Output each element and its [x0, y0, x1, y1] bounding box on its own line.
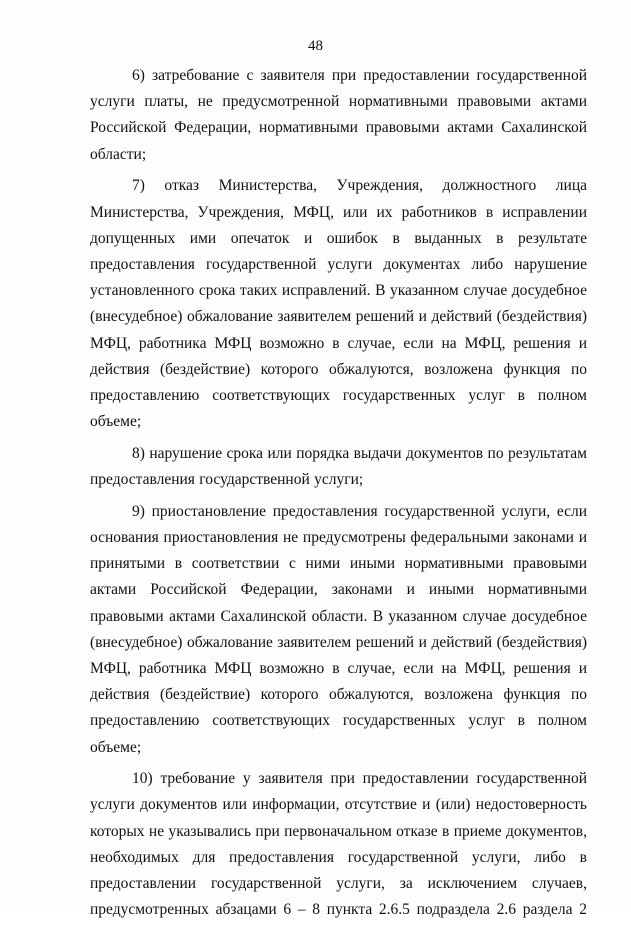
paragraph-item-6: 6) затребование с заявителя при предоставлении государственной услуги платы, не предусмотренной нормативными правовыми актами Российской Федерации, нормативными правовыми актами Сахалинской области; [90, 67, 587, 163]
paragraph-item-7: 7) отказ Министерства, Учреждения, должностного лица Министерства, Учреждения, МФЦ, или их работников в исправлении допущенных ими опечаток и ошибок в выданных в результате предоставления государственной услуги документах либо нарушение установленного срока таких исправлений. В указанном случае досудебное (внесудебное) обжалование заявителем решений и действий (бездействия) МФЦ, работника МФЦ возможно в случае, если на МФЦ, решения и действия (бездействие) которого обжалуются, возложена функция по предоставлению соответствующих государственных услуг в полном объеме; [90, 177, 587, 431]
page-number: 48 [308, 38, 323, 54]
document-body [90, 63, 587, 929]
paragraph-item-9: 9) приостановление предоставления государственной услуги, если основания приостановления не предусмотрены федеральными законами и принятыми в соответствии с ними иными нормативными правовыми актами Российской Федерации, законами и иными нормативными правовыми актами Сахалинской области. В указанном случае досудебное (внесудебное) обжалование заявителем решений и действий (бездействия) МФЦ, работника МФЦ возможно в случае, если на МФЦ, решения и действия (бездействие) которого обжалуются, возложена функция по предоставлению соответствующих государственных услуг в полном объеме; [90, 502, 587, 756]
paragraph-item-8: 8) нарушение срока или порядка выдачи документов по результатам предоставления государственной услуги; [90, 444, 587, 489]
paragraph-item-10: 10) требование у заявителя при предоставлении государственной услуги документов или информации, отсутствие и (или) недостоверность которых не указывались при первоначальном отказе в приеме документов, необходимых для предоставления государственной услуги, либо в предоставлении государственной услуги, за исключением случаев, предусмотренных абзацами 6 – 8 пункта 2.6.5 подраздела 2.6 раздела 2 [90, 770, 587, 919]
